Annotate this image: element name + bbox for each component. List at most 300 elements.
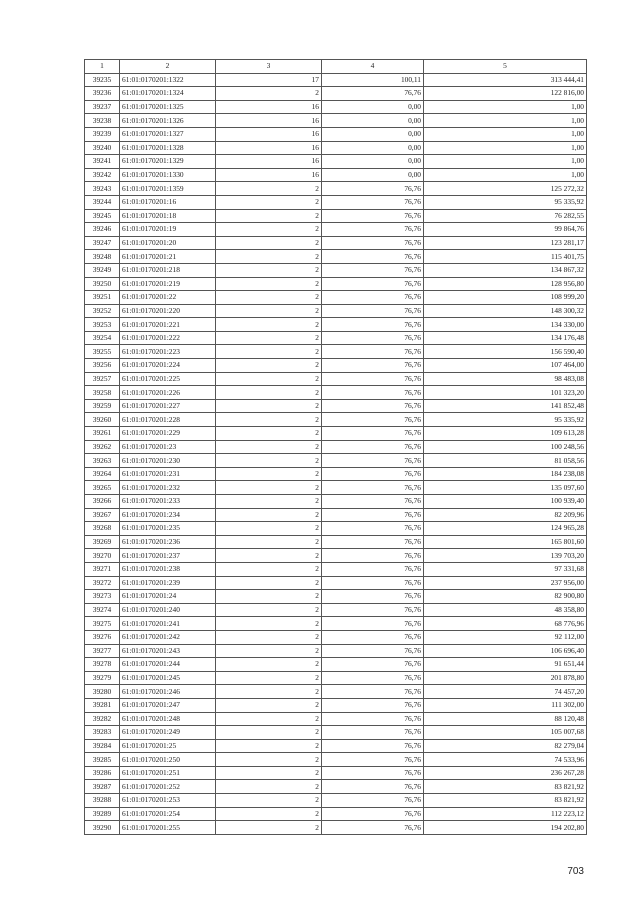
code-cell: 16 bbox=[216, 141, 322, 155]
row-number-cell: 39280 bbox=[85, 685, 120, 699]
code-cell: 2 bbox=[216, 413, 322, 427]
table-row bbox=[85, 399, 587, 413]
rate-cell: 76,76 bbox=[322, 630, 424, 644]
column-header: 4 bbox=[322, 60, 424, 74]
code-cell: 2 bbox=[216, 331, 322, 345]
row-number-cell: 39257 bbox=[85, 372, 120, 386]
row-number-cell: 39288 bbox=[85, 794, 120, 808]
cadastral-value-cell: 48 358,80 bbox=[424, 603, 587, 617]
rate-cell: 76,76 bbox=[322, 617, 424, 631]
code-cell: 2 bbox=[216, 644, 322, 658]
cadastral-number-cell: 61:01:0170201:20 bbox=[120, 236, 216, 250]
rate-cell: 76,76 bbox=[322, 263, 424, 277]
cadastral-number-cell: 61:01:0170201:239 bbox=[120, 576, 216, 590]
code-cell: 2 bbox=[216, 794, 322, 808]
row-number-cell: 39263 bbox=[85, 454, 120, 468]
table-row bbox=[85, 73, 587, 87]
rate-cell: 76,76 bbox=[322, 236, 424, 250]
cadastral-value-cell: 112 223,12 bbox=[424, 807, 587, 821]
rate-cell: 76,76 bbox=[322, 318, 424, 332]
cadastral-number-cell: 61:01:0170201:251 bbox=[120, 766, 216, 780]
rate-cell: 76,76 bbox=[322, 399, 424, 413]
cadastral-number-cell: 61:01:0170201:250 bbox=[120, 753, 216, 767]
rate-cell: 76,76 bbox=[322, 291, 424, 305]
cadastral-number-cell: 61:01:0170201:223 bbox=[120, 345, 216, 359]
cadastral-value-cell: 98 483,08 bbox=[424, 372, 587, 386]
cadastral-value-cell: 125 272,32 bbox=[424, 182, 587, 196]
code-cell: 16 bbox=[216, 155, 322, 169]
row-number-cell: 39250 bbox=[85, 277, 120, 291]
rate-cell: 76,76 bbox=[322, 535, 424, 549]
row-number-cell: 39267 bbox=[85, 508, 120, 522]
code-cell: 2 bbox=[216, 291, 322, 305]
cadastral-number-cell: 61:01:0170201:25 bbox=[120, 739, 216, 753]
row-number-cell: 39262 bbox=[85, 440, 120, 454]
cadastral-number-cell: 61:01:0170201:24 bbox=[120, 590, 216, 604]
cadastral-number-cell: 61:01:0170201:241 bbox=[120, 617, 216, 631]
rate-cell: 76,76 bbox=[322, 562, 424, 576]
rate-cell: 76,76 bbox=[322, 495, 424, 509]
rate-cell: 76,76 bbox=[322, 87, 424, 101]
column-header: 5 bbox=[424, 60, 587, 74]
table-row bbox=[85, 100, 587, 114]
table-row bbox=[85, 671, 587, 685]
cadastral-value-cell: 109 613,28 bbox=[424, 427, 587, 441]
code-cell: 2 bbox=[216, 780, 322, 794]
table-row bbox=[85, 685, 587, 699]
row-number-cell: 39287 bbox=[85, 780, 120, 794]
cadastral-number-cell: 61:01:0170201:1322 bbox=[120, 73, 216, 87]
rate-cell: 76,76 bbox=[322, 590, 424, 604]
table-row bbox=[85, 454, 587, 468]
table-row bbox=[85, 331, 587, 345]
table-row bbox=[85, 277, 587, 291]
row-number-cell: 39286 bbox=[85, 766, 120, 780]
rate-cell: 76,76 bbox=[322, 726, 424, 740]
rate-cell: 76,76 bbox=[322, 671, 424, 685]
row-number-cell: 39239 bbox=[85, 127, 120, 141]
row-number-cell: 39259 bbox=[85, 399, 120, 413]
cadastral-value-cell: 1,00 bbox=[424, 127, 587, 141]
code-cell: 2 bbox=[216, 223, 322, 237]
cadastral-value-cell: 88 120,48 bbox=[424, 712, 587, 726]
rate-cell: 76,76 bbox=[322, 467, 424, 481]
rate-cell: 76,76 bbox=[322, 549, 424, 563]
rate-cell: 76,76 bbox=[322, 698, 424, 712]
cadastral-value-cell: 148 300,32 bbox=[424, 304, 587, 318]
table-row bbox=[85, 712, 587, 726]
rate-cell: 0,00 bbox=[322, 141, 424, 155]
cadastral-value-cell: 156 590,40 bbox=[424, 345, 587, 359]
cadastral-number-cell: 61:01:0170201:244 bbox=[120, 658, 216, 672]
table-row bbox=[85, 87, 587, 101]
cadastral-value-cell: 82 209,96 bbox=[424, 508, 587, 522]
code-cell: 2 bbox=[216, 440, 322, 454]
rate-cell: 0,00 bbox=[322, 155, 424, 169]
cadastral-number-cell: 61:01:0170201:1330 bbox=[120, 168, 216, 182]
rate-cell: 76,76 bbox=[322, 644, 424, 658]
cadastral-number-cell: 61:01:0170201:1327 bbox=[120, 127, 216, 141]
cadastral-number-cell: 61:01:0170201:231 bbox=[120, 467, 216, 481]
row-number-cell: 39247 bbox=[85, 236, 120, 250]
code-cell: 2 bbox=[216, 277, 322, 291]
row-number-cell: 39270 bbox=[85, 549, 120, 563]
cadastral-number-cell: 61:01:0170201:16 bbox=[120, 195, 216, 209]
row-number-cell: 39260 bbox=[85, 413, 120, 427]
code-cell: 2 bbox=[216, 658, 322, 672]
cadastral-value-cell: 123 281,17 bbox=[424, 236, 587, 250]
row-number-cell: 39242 bbox=[85, 168, 120, 182]
column-header: 2 bbox=[120, 60, 216, 74]
code-cell: 2 bbox=[216, 712, 322, 726]
code-cell: 2 bbox=[216, 726, 322, 740]
code-cell: 2 bbox=[216, 481, 322, 495]
cadastral-value-cell: 82 900,80 bbox=[424, 590, 587, 604]
cadastral-value-cell: 115 401,75 bbox=[424, 250, 587, 264]
row-number-cell: 39246 bbox=[85, 223, 120, 237]
cadastral-value-cell: 106 696,40 bbox=[424, 644, 587, 658]
rate-cell: 76,76 bbox=[322, 331, 424, 345]
cadastral-number-cell: 61:01:0170201:1359 bbox=[120, 182, 216, 196]
row-number-cell: 39268 bbox=[85, 522, 120, 536]
cadastral-number-cell: 61:01:0170201:236 bbox=[120, 535, 216, 549]
cadastral-value-cell: 1,00 bbox=[424, 100, 587, 114]
table-row bbox=[85, 127, 587, 141]
code-cell: 2 bbox=[216, 535, 322, 549]
cadastral-value-cell: 81 058,56 bbox=[424, 454, 587, 468]
rate-cell: 76,76 bbox=[322, 780, 424, 794]
cadastral-value-cell: 105 007,68 bbox=[424, 726, 587, 740]
row-number-cell: 39281 bbox=[85, 698, 120, 712]
table-row bbox=[85, 345, 587, 359]
row-number-cell: 39266 bbox=[85, 495, 120, 509]
rate-cell: 100,11 bbox=[322, 73, 424, 87]
cadastral-value-cell: 1,00 bbox=[424, 141, 587, 155]
row-number-cell: 39252 bbox=[85, 304, 120, 318]
code-cell: 2 bbox=[216, 495, 322, 509]
rate-cell: 76,76 bbox=[322, 821, 424, 835]
code-cell: 16 bbox=[216, 100, 322, 114]
rate-cell: 0,00 bbox=[322, 168, 424, 182]
rate-cell: 76,76 bbox=[322, 304, 424, 318]
row-number-cell: 39237 bbox=[85, 100, 120, 114]
rate-cell: 76,76 bbox=[322, 223, 424, 237]
cadastral-number-cell: 61:01:0170201:228 bbox=[120, 413, 216, 427]
cadastral-number-cell: 61:01:0170201:230 bbox=[120, 454, 216, 468]
code-cell: 2 bbox=[216, 87, 322, 101]
rate-cell: 76,76 bbox=[322, 794, 424, 808]
cadastral-value-cell: 100 939,40 bbox=[424, 495, 587, 509]
cadastral-value-cell: 91 651,44 bbox=[424, 658, 587, 672]
cadastral-value-cell: 313 444,41 bbox=[424, 73, 587, 87]
code-cell: 2 bbox=[216, 590, 322, 604]
row-number-cell: 39283 bbox=[85, 726, 120, 740]
row-number-cell: 39256 bbox=[85, 359, 120, 373]
cadastral-value-cell: 107 464,00 bbox=[424, 359, 587, 373]
table-row bbox=[85, 209, 587, 223]
table-row bbox=[85, 562, 587, 576]
cadastral-value-cell: 83 821,92 bbox=[424, 794, 587, 808]
cadastral-value-cell: 99 864,76 bbox=[424, 223, 587, 237]
cadastral-value-cell: 122 816,00 bbox=[424, 87, 587, 101]
code-cell: 2 bbox=[216, 753, 322, 767]
code-cell: 16 bbox=[216, 114, 322, 128]
cadastral-number-cell: 61:01:0170201:245 bbox=[120, 671, 216, 685]
cadastral-value-cell: 236 267,28 bbox=[424, 766, 587, 780]
cadastral-number-cell: 61:01:0170201:1328 bbox=[120, 141, 216, 155]
table-row bbox=[85, 766, 587, 780]
table-row bbox=[85, 753, 587, 767]
row-number-cell: 39253 bbox=[85, 318, 120, 332]
rate-cell: 76,76 bbox=[322, 209, 424, 223]
cadastral-value-cell: 134 176,48 bbox=[424, 331, 587, 345]
cadastral-number-cell: 61:01:0170201:243 bbox=[120, 644, 216, 658]
code-cell: 2 bbox=[216, 698, 322, 712]
table-row bbox=[85, 467, 587, 481]
cadastral-number-cell: 61:01:0170201:252 bbox=[120, 780, 216, 794]
row-number-cell: 39245 bbox=[85, 209, 120, 223]
cadastral-value-cell: 95 335,92 bbox=[424, 195, 587, 209]
table-row bbox=[85, 535, 587, 549]
row-number-cell: 39235 bbox=[85, 73, 120, 87]
cadastral-number-cell: 61:01:0170201:254 bbox=[120, 807, 216, 821]
code-cell: 2 bbox=[216, 522, 322, 536]
cadastral-value-cell: 68 776,96 bbox=[424, 617, 587, 631]
code-cell: 2 bbox=[216, 617, 322, 631]
rate-cell: 0,00 bbox=[322, 100, 424, 114]
rate-cell: 76,76 bbox=[322, 753, 424, 767]
table-row bbox=[85, 114, 587, 128]
table-row bbox=[85, 168, 587, 182]
code-cell: 2 bbox=[216, 209, 322, 223]
cadastral-number-cell: 61:01:0170201:255 bbox=[120, 821, 216, 835]
rate-cell: 76,76 bbox=[322, 603, 424, 617]
code-cell: 2 bbox=[216, 236, 322, 250]
code-cell: 16 bbox=[216, 127, 322, 141]
rate-cell: 0,00 bbox=[322, 114, 424, 128]
table-row bbox=[85, 182, 587, 196]
rate-cell: 76,76 bbox=[322, 182, 424, 196]
rate-cell: 76,76 bbox=[322, 522, 424, 536]
row-number-cell: 39261 bbox=[85, 427, 120, 441]
row-number-cell: 39243 bbox=[85, 182, 120, 196]
cadastral-value-table bbox=[84, 59, 587, 835]
table-row bbox=[85, 807, 587, 821]
table-row bbox=[85, 141, 587, 155]
cadastral-number-cell: 61:01:0170201:246 bbox=[120, 685, 216, 699]
rate-cell: 76,76 bbox=[322, 250, 424, 264]
rate-cell: 76,76 bbox=[322, 807, 424, 821]
rate-cell: 76,76 bbox=[322, 345, 424, 359]
cadastral-number-cell: 61:01:0170201:219 bbox=[120, 277, 216, 291]
rate-cell: 76,76 bbox=[322, 576, 424, 590]
row-number-cell: 39238 bbox=[85, 114, 120, 128]
rate-cell: 76,76 bbox=[322, 277, 424, 291]
cadastral-number-cell: 61:01:0170201:218 bbox=[120, 263, 216, 277]
row-number-cell: 39285 bbox=[85, 753, 120, 767]
code-cell: 2 bbox=[216, 263, 322, 277]
cadastral-value-cell: 134 867,32 bbox=[424, 263, 587, 277]
cadastral-value-cell: 165 801,60 bbox=[424, 535, 587, 549]
table-row bbox=[85, 250, 587, 264]
rate-cell: 76,76 bbox=[322, 712, 424, 726]
cadastral-value-cell: 124 965,28 bbox=[424, 522, 587, 536]
cadastral-value-cell: 111 302,00 bbox=[424, 698, 587, 712]
row-number-cell: 39265 bbox=[85, 481, 120, 495]
cadastral-number-cell: 61:01:0170201:240 bbox=[120, 603, 216, 617]
code-cell: 2 bbox=[216, 467, 322, 481]
table-row bbox=[85, 481, 587, 495]
code-cell: 2 bbox=[216, 766, 322, 780]
rate-cell: 76,76 bbox=[322, 427, 424, 441]
rate-cell: 76,76 bbox=[322, 685, 424, 699]
row-number-cell: 39275 bbox=[85, 617, 120, 631]
cadastral-number-cell: 61:01:0170201:242 bbox=[120, 630, 216, 644]
code-cell: 16 bbox=[216, 168, 322, 182]
cadastral-value-cell: 201 878,80 bbox=[424, 671, 587, 685]
row-number-cell: 39274 bbox=[85, 603, 120, 617]
row-number-cell: 39273 bbox=[85, 590, 120, 604]
table-row bbox=[85, 630, 587, 644]
cadastral-number-cell: 61:01:0170201:235 bbox=[120, 522, 216, 536]
column-number-row bbox=[85, 60, 587, 74]
row-number-cell: 39272 bbox=[85, 576, 120, 590]
table-row bbox=[85, 644, 587, 658]
cadastral-value-cell: 135 097,60 bbox=[424, 481, 587, 495]
code-cell: 2 bbox=[216, 195, 322, 209]
cadastral-number-cell: 61:01:0170201:222 bbox=[120, 331, 216, 345]
cadastral-number-cell: 61:01:0170201:18 bbox=[120, 209, 216, 223]
table-row bbox=[85, 780, 587, 794]
row-number-cell: 39251 bbox=[85, 291, 120, 305]
cadastral-value-cell: 237 956,00 bbox=[424, 576, 587, 590]
row-number-cell: 39248 bbox=[85, 250, 120, 264]
cadastral-value-cell: 95 335,92 bbox=[424, 413, 587, 427]
row-number-cell: 39284 bbox=[85, 739, 120, 753]
code-cell: 2 bbox=[216, 250, 322, 264]
rate-cell: 76,76 bbox=[322, 766, 424, 780]
cadastral-value-cell: 184 238,08 bbox=[424, 467, 587, 481]
cadastral-value-cell: 194 202,80 bbox=[424, 821, 587, 835]
table-row bbox=[85, 794, 587, 808]
code-cell: 2 bbox=[216, 304, 322, 318]
table-row bbox=[85, 508, 587, 522]
table-row bbox=[85, 359, 587, 373]
table-row bbox=[85, 726, 587, 740]
row-number-cell: 39241 bbox=[85, 155, 120, 169]
code-cell: 2 bbox=[216, 345, 322, 359]
row-number-cell: 39279 bbox=[85, 671, 120, 685]
row-number-cell: 39264 bbox=[85, 467, 120, 481]
cadastral-value-cell: 82 279,04 bbox=[424, 739, 587, 753]
code-cell: 2 bbox=[216, 399, 322, 413]
cadastral-number-cell: 61:01:0170201:1329 bbox=[120, 155, 216, 169]
code-cell: 2 bbox=[216, 807, 322, 821]
code-cell: 2 bbox=[216, 739, 322, 753]
code-cell: 17 bbox=[216, 73, 322, 87]
table-row bbox=[85, 658, 587, 672]
rate-cell: 76,76 bbox=[322, 658, 424, 672]
rate-cell: 76,76 bbox=[322, 508, 424, 522]
cadastral-number-cell: 61:01:0170201:21 bbox=[120, 250, 216, 264]
row-number-cell: 39276 bbox=[85, 630, 120, 644]
table-row bbox=[85, 413, 587, 427]
row-number-cell: 39282 bbox=[85, 712, 120, 726]
table-row bbox=[85, 223, 587, 237]
cadastral-number-cell: 61:01:0170201:234 bbox=[120, 508, 216, 522]
cadastral-number-cell: 61:01:0170201:233 bbox=[120, 495, 216, 509]
table-row bbox=[85, 318, 587, 332]
table-row bbox=[85, 739, 587, 753]
table-row bbox=[85, 291, 587, 305]
row-number-cell: 39278 bbox=[85, 658, 120, 672]
cadastral-value-cell: 134 330,00 bbox=[424, 318, 587, 332]
cadastral-value-cell: 1,00 bbox=[424, 114, 587, 128]
cadastral-value-cell: 1,00 bbox=[424, 155, 587, 169]
row-number-cell: 39277 bbox=[85, 644, 120, 658]
cadastral-number-cell: 61:01:0170201:226 bbox=[120, 386, 216, 400]
row-number-cell: 39254 bbox=[85, 331, 120, 345]
code-cell: 2 bbox=[216, 508, 322, 522]
code-cell: 2 bbox=[216, 182, 322, 196]
code-cell: 2 bbox=[216, 821, 322, 835]
cadastral-number-cell: 61:01:0170201:237 bbox=[120, 549, 216, 563]
cadastral-value-cell: 74 457,20 bbox=[424, 685, 587, 699]
code-cell: 2 bbox=[216, 576, 322, 590]
rate-cell: 76,76 bbox=[322, 386, 424, 400]
table-body bbox=[85, 73, 587, 834]
table-row bbox=[85, 155, 587, 169]
cadastral-number-cell: 61:01:0170201:1326 bbox=[120, 114, 216, 128]
cadastral-number-cell: 61:01:0170201:229 bbox=[120, 427, 216, 441]
cadastral-number-cell: 61:01:0170201:1324 bbox=[120, 87, 216, 101]
code-cell: 2 bbox=[216, 549, 322, 563]
table-row bbox=[85, 522, 587, 536]
table-row bbox=[85, 372, 587, 386]
cadastral-number-cell: 61:01:0170201:22 bbox=[120, 291, 216, 305]
code-cell: 2 bbox=[216, 318, 322, 332]
row-number-cell: 39258 bbox=[85, 386, 120, 400]
row-number-cell: 39271 bbox=[85, 562, 120, 576]
cadastral-number-cell: 61:01:0170201:249 bbox=[120, 726, 216, 740]
table-row bbox=[85, 617, 587, 631]
rate-cell: 76,76 bbox=[322, 739, 424, 753]
code-cell: 2 bbox=[216, 630, 322, 644]
cadastral-value-cell: 74 533,96 bbox=[424, 753, 587, 767]
table-row bbox=[85, 821, 587, 835]
code-cell: 2 bbox=[216, 359, 322, 373]
cadastral-number-cell: 61:01:0170201:1325 bbox=[120, 100, 216, 114]
code-cell: 2 bbox=[216, 685, 322, 699]
cadastral-value-cell: 108 999,20 bbox=[424, 291, 587, 305]
page-number: 703 bbox=[567, 866, 584, 877]
row-number-cell: 39269 bbox=[85, 535, 120, 549]
cadastral-value-cell: 92 112,00 bbox=[424, 630, 587, 644]
column-header: 3 bbox=[216, 60, 322, 74]
cadastral-number-cell: 61:01:0170201:253 bbox=[120, 794, 216, 808]
cadastral-number-cell: 61:01:0170201:221 bbox=[120, 318, 216, 332]
rate-cell: 76,76 bbox=[322, 481, 424, 495]
table-row bbox=[85, 386, 587, 400]
table-row bbox=[85, 549, 587, 563]
table-row bbox=[85, 195, 587, 209]
rate-cell: 0,00 bbox=[322, 127, 424, 141]
cadastral-value-cell: 97 331,68 bbox=[424, 562, 587, 576]
cadastral-number-cell: 61:01:0170201:227 bbox=[120, 399, 216, 413]
cadastral-number-cell: 61:01:0170201:19 bbox=[120, 223, 216, 237]
rate-cell: 76,76 bbox=[322, 372, 424, 386]
code-cell: 2 bbox=[216, 386, 322, 400]
